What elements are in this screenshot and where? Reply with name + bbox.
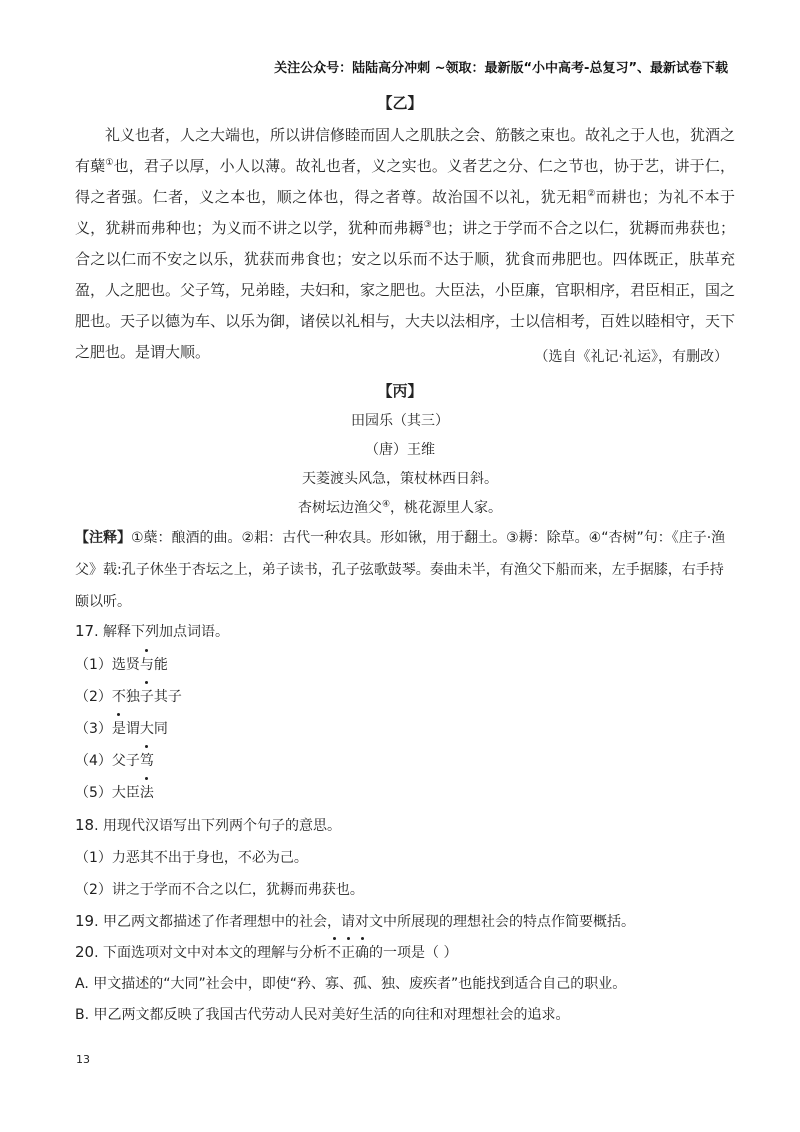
dotted-word: 法 bbox=[140, 782, 154, 802]
q17-item-3 bbox=[75, 718, 735, 738]
question-20 bbox=[75, 942, 735, 962]
question-number: 19 bbox=[75, 912, 95, 930]
q20-option-b: B. 甲乙两文都反映了我国古代劳动人民对美好生活的向往和对理想社会的追求。 bbox=[75, 1007, 570, 1023]
q18-item-2: （2）讲之于学而不合之以仁，犹耨而弗获也。 bbox=[75, 882, 364, 898]
q18-item-1: （1）力恶其不出于身也，不必为己。 bbox=[75, 850, 308, 866]
passage-text: 也，君子以厚，小人以薄。故礼也者，义之实也。义者艺之分、仁之节也，协于艺，讲于仁，得之者强。仁者，义之本也，顺之体也，得之者尊。故治国不以礼，犹无耜 bbox=[75, 157, 735, 206]
dotted-word: 笃 bbox=[140, 750, 154, 770]
dotted-word: 正 bbox=[341, 942, 355, 962]
item-text: （5）大臣 bbox=[75, 785, 140, 801]
poem-title: 田园乐（其三） bbox=[351, 413, 449, 429]
question-18 bbox=[75, 815, 735, 835]
page-header: 关注公众号：陆陆高分冲刺 ~领取：最新版“小中高考-总复习”、最新试卷下载 bbox=[274, 61, 728, 76]
poem-line-2-part-b: ，桃花源里人家。 bbox=[390, 500, 503, 516]
dotted-word: 与 bbox=[140, 654, 154, 674]
poem-line-2 bbox=[0, 497, 800, 517]
passage-source: （选自《礼记·礼运》，有删改） bbox=[534, 349, 728, 365]
q20-option-a: A. 甲文描述的“大同”社会中，即使“矜、寡、孤、独、废疾者”也能找到适合自己的职业。 bbox=[75, 976, 627, 992]
q17-item-2 bbox=[75, 686, 735, 706]
section-yi-title: 【乙】 bbox=[377, 94, 423, 112]
item-text: 谓大同 bbox=[125, 721, 168, 737]
q17-item-4 bbox=[75, 750, 735, 770]
page-number: 13 bbox=[76, 1053, 90, 1066]
item-text: （3） bbox=[75, 721, 112, 737]
footnote-marker: ④ bbox=[381, 499, 391, 510]
dotted-word: 不 bbox=[327, 942, 341, 962]
poem-author: （唐）王维 bbox=[365, 442, 435, 458]
passage-text: 礼义也者，人之大端也，所以讲信修睦而固人之肌肤之会、筋骸之束也。故礼之于人也，犹酒之有蘖 bbox=[75, 126, 736, 175]
dotted-word: 是 bbox=[112, 718, 126, 738]
dotted-word: 子 bbox=[140, 686, 154, 706]
footnote-marker: ① bbox=[105, 158, 114, 168]
annotations-label: 【注释】 bbox=[75, 530, 131, 546]
annotations-text: ①蘖：酿酒的曲。②耜：古代一种农具。形如锹，用于翻土。③耨：除草。④“杏树”句：《庄子·渔父》载:孔子休坐于杏坛之上，弟子读书，孔子弦歌鼓琴。奏曲未半，有渔父下船而来，左手据膝，右手持颐以听。 bbox=[75, 530, 726, 610]
item-text: 其子 bbox=[153, 689, 182, 705]
section-bing-title: 【丙】 bbox=[377, 382, 423, 400]
footnote-marker: ② bbox=[587, 189, 596, 199]
question-number: 18 bbox=[75, 816, 95, 834]
q17-item-1 bbox=[75, 654, 735, 674]
annotations bbox=[75, 522, 735, 618]
poem-line-1: 天菱渡头风急，策杖林西日斜。 bbox=[302, 471, 498, 487]
question-number: 20 bbox=[75, 943, 95, 961]
item-text: （1）选贤 bbox=[75, 657, 140, 673]
section-yi-passage bbox=[75, 120, 735, 368]
dotted-word: 确 bbox=[355, 942, 369, 962]
question-stem: . 甲乙两文都描述了作者理想中的社会，请对文中所展现的理想社会的特点作简要概括。 bbox=[94, 914, 635, 930]
passage-text: 也；讲之于学而不合之以仁，犹耨而弗获也；合之以仁而不安之以乐，犹获而弗食也；安之以乐而不达于顺，犹食而弗肥也。四体既正，肤革充盈，人之肥也。父子笃，兄弟睦，夫妇和，家之肥也。大臣法，小臣廉，官职相序，君臣相正，国之肥也。天子以德为车、以乐为御，诸侯以礼相与，大夫以法相序，士以信相考，百姓以睦相守，天下之肥也。是谓大顺。 bbox=[75, 219, 736, 361]
item-text: （4）父子 bbox=[75, 753, 140, 769]
passage-text: 而耕也；为礼不本于义，犹耕而弗种也；为义而不讲之以学，犹种而弗耨 bbox=[75, 188, 735, 237]
question-19 bbox=[75, 911, 735, 931]
question-stem: 的一项是（ ） bbox=[369, 945, 458, 961]
item-text: 能 bbox=[153, 657, 168, 673]
question-17 bbox=[75, 621, 735, 641]
question-stem: . 用现代汉语写出下列两个句子的意思。 bbox=[94, 818, 341, 834]
poem-line-2-part-a: 杏树坛边渔父 bbox=[297, 500, 382, 516]
question-number: 17 bbox=[75, 622, 95, 640]
question-stem: . 下面选项对文中对本文的理解与分析 bbox=[94, 945, 327, 961]
q17-item-5 bbox=[75, 782, 735, 802]
question-stem: . 解释下列加点词语。 bbox=[94, 624, 229, 640]
footnote-marker: ③ bbox=[423, 220, 432, 230]
item-text: （2）不独 bbox=[75, 689, 140, 705]
